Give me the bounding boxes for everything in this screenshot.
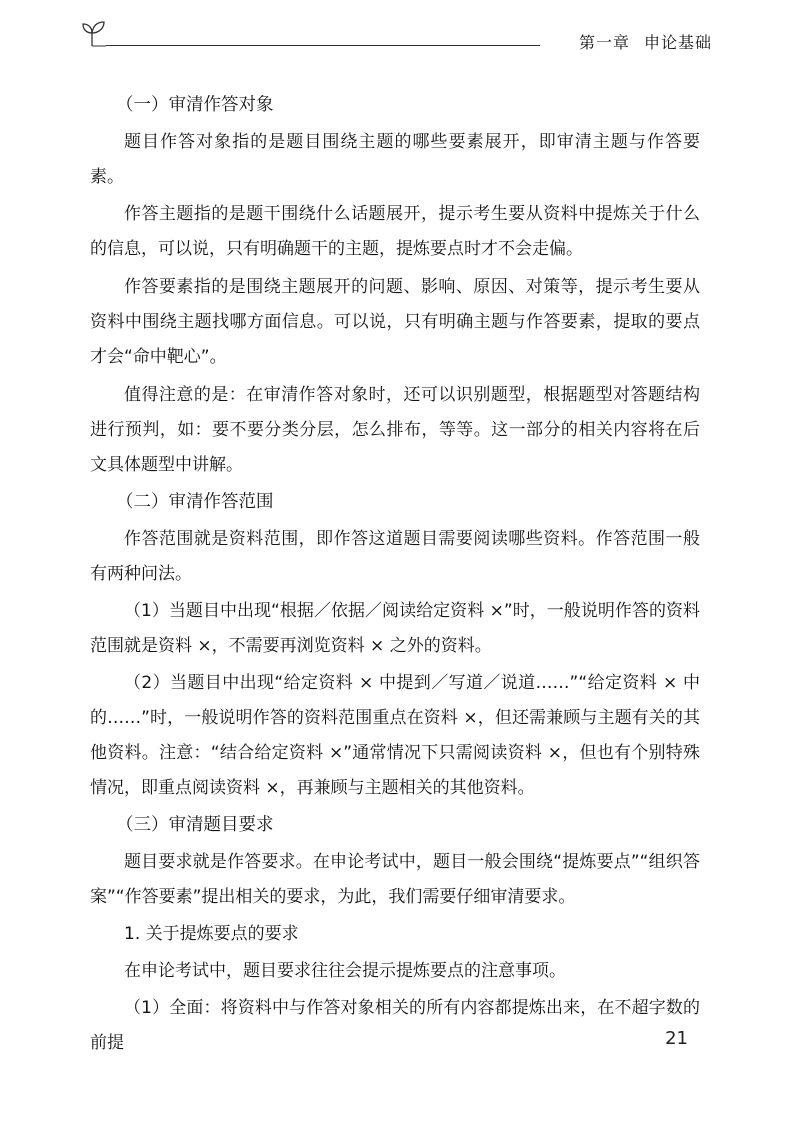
paragraph: （1）当题目中出现“根据／依据／阅读给定资料 ×”时，一般说明作答的资料范围就是资料 ×，不需要再浏览资料 × 之外的资料。 <box>90 601 700 656</box>
section-heading: （二）审清作答范围 <box>116 492 274 512</box>
paragraph: 作答主题指的是题干围绕什么话题展开，提示考生要从资料中提炼关于什么的信息，可以说，只有明确题干的主题，提炼要点时才不会走偏。 <box>90 204 700 259</box>
section-heading: （三）审清题目要求 <box>116 815 274 835</box>
header-rule <box>106 45 540 46</box>
subsection-heading: 1. 关于提炼要点的要求 <box>124 924 299 944</box>
page-number: 21 <box>665 1028 688 1049</box>
chapter-title <box>579 30 712 53</box>
paragraph: 题目作答对象指的是题目围绕主题的哪些要素展开，即审清主题与作答要素。 <box>90 132 700 187</box>
chapter-number: 第一章 <box>578 33 630 52</box>
running-header <box>82 18 712 58</box>
paragraph: 作答要素指的是围绕主题展开的问题、影响、原因、对策等，提示考生要从资料中围绕主题找哪方面信息。可以说，只有明确主题与作答要素，提取的要点才会“命中靶心”。 <box>90 277 700 367</box>
section-heading: （一）审清作答对象 <box>116 95 274 115</box>
paragraph: 值得注意的是：在审清作答对象时，还可以识别题型，根据题型对答题结构进行预判，如：要不要分类分层，怎么排布，等等。这一部分的相关内容将在后文具体题型中讲解。 <box>90 385 700 475</box>
chapter-name: 申论基础 <box>643 33 712 52</box>
paragraph: （2）当题目中出现“给定资料 × 中提到／写道／说道……”“给定资料 × 中的……”时，一般说明作答的资料范围重点在资料 ×，但还需兼顾与主题有关的其他资料。注意：“结合给定资料 ×”通常情况下只需阅读资料 ×，但也有个别特殊情况，即重点阅读资料 ×，再兼顾与主题相关的其他资料。 <box>90 673 700 798</box>
body-text <box>90 88 700 1061</box>
paragraph: 作答范围就是资料范围，即作答这道题目需要阅读哪些资料。作答范围一般有两种问法。 <box>90 529 700 584</box>
paragraph: 题目要求就是作答要求。在申论考试中，题目一般会围绕“提炼要点”“组织答案”“作答要素”提出相关的要求，为此，我们需要仔细审清要求。 <box>90 852 700 907</box>
paragraph: 在申论考试中，题目要求往往会提示提炼要点的注意事项。 <box>124 961 566 981</box>
paragraph: （1）全面：将资料中与作答对象相关的所有内容都提炼出来，在不超字数的前提 <box>90 998 700 1053</box>
